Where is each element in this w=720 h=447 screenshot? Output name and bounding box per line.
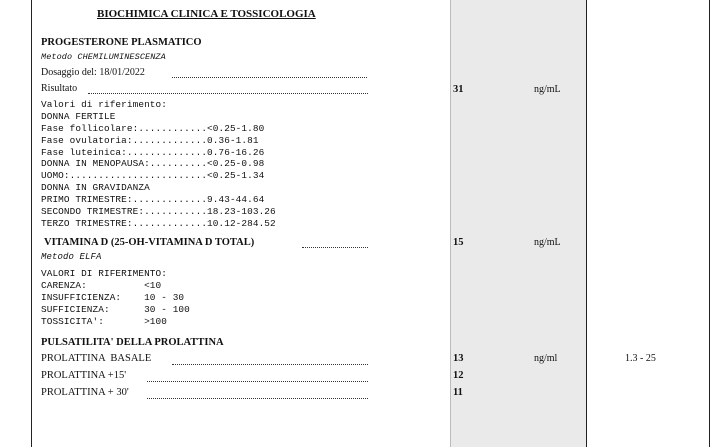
- vitamin-d-unit: ng/mL: [534, 237, 561, 248]
- progesterone-result-value: 31: [453, 84, 464, 95]
- result-leader-dots: [88, 93, 368, 94]
- vitamin-d-reference-line: SUFFICIENZA: 30 - 100: [41, 304, 190, 315]
- vitamin-d-title: VITAMINA D (25-OH-VITAMINA D TOTAL): [44, 237, 255, 248]
- progesterone-method: Metodo CHEMILUMINESCENZA: [41, 52, 166, 62]
- progesterone-title: PROGESTERONE PLASMATICO: [41, 37, 202, 48]
- result-column-right-border: [586, 0, 587, 447]
- progesterone-reference-line: DONNA IN GRAVIDANZA: [41, 182, 150, 193]
- progesterone-reference-line: Valori di riferimento:: [41, 99, 167, 110]
- prolactin-row-range: 1.3 - 25: [625, 353, 656, 364]
- section-title: BIOCHIMICA CLINICA E TOSSICOLOGIA: [97, 8, 316, 20]
- result-column-shade: [450, 0, 586, 447]
- prolactin-row-leader-dots: [147, 398, 368, 399]
- progesterone-reference-line: DONNA FERTILE: [41, 111, 116, 122]
- prolactin-title: PULSATILITA' DELLA PROLATTINA: [41, 337, 224, 348]
- prolactin-row-leader-dots: [147, 381, 368, 382]
- progesterone-reference-line: Fase luteinica:..............0.76-16.26: [41, 147, 265, 158]
- progesterone-dosage-date: Dosaggio del: 18/01/2022: [41, 67, 145, 78]
- prolactin-row-leader-dots: [172, 364, 368, 365]
- right-border: [709, 0, 710, 447]
- progesterone-result-label: Risultato: [41, 83, 78, 94]
- prolactin-row-value: 12: [453, 370, 464, 381]
- vitamin-d-reference-line: VALORI DI RIFERIMENTO:: [41, 268, 167, 279]
- prolactin-row-value: 11: [453, 387, 463, 398]
- dosage-leader-dots: [172, 77, 367, 78]
- progesterone-reference-line: SECONDO TRIMESTRE:...........18.23-103.26: [41, 206, 276, 217]
- vitamin-d-reference-line: INSUFFICIENZA: 10 - 30: [41, 292, 185, 303]
- vitamin-d-method: Metodo ELFA: [41, 252, 102, 262]
- vitamin-d-reference-line: CARENZA: <10: [41, 280, 162, 291]
- progesterone-unit: ng/mL: [534, 84, 561, 95]
- vitamin-d-reference-line: TOSSICITA': >100: [41, 316, 167, 327]
- vitamin-d-result-value: 15: [453, 237, 464, 248]
- prolactin-row-label: PROLATTINA BASALE: [41, 353, 152, 364]
- left-border: [31, 0, 32, 447]
- prolactin-row-unit: ng/ml: [534, 353, 558, 364]
- progesterone-reference-line: PRIMO TRIMESTRE:.............9.43-44.64: [41, 194, 265, 205]
- progesterone-reference-line: Fase ovulatoria:.............0.36-1.81: [41, 135, 259, 146]
- prolactin-row-label: PROLATTINA +15': [41, 370, 127, 381]
- progesterone-reference-line: Fase follicolare:............<0.25-1.80: [41, 123, 265, 134]
- vitamin-d-leader-dots: [302, 247, 368, 248]
- prolactin-row-label: PROLATTINA + 30': [41, 387, 129, 398]
- progesterone-reference-line: DONNA IN MENOPAUSA:..........<0.25-0.98: [41, 158, 265, 169]
- prolactin-row-value: 13: [453, 353, 464, 364]
- progesterone-reference-line: TERZO TRIMESTRE:.............10.12-284.52: [41, 218, 276, 229]
- progesterone-reference-line: UOMO:........................<0.25-1.34: [41, 170, 265, 181]
- result-column-left-border: [450, 0, 451, 447]
